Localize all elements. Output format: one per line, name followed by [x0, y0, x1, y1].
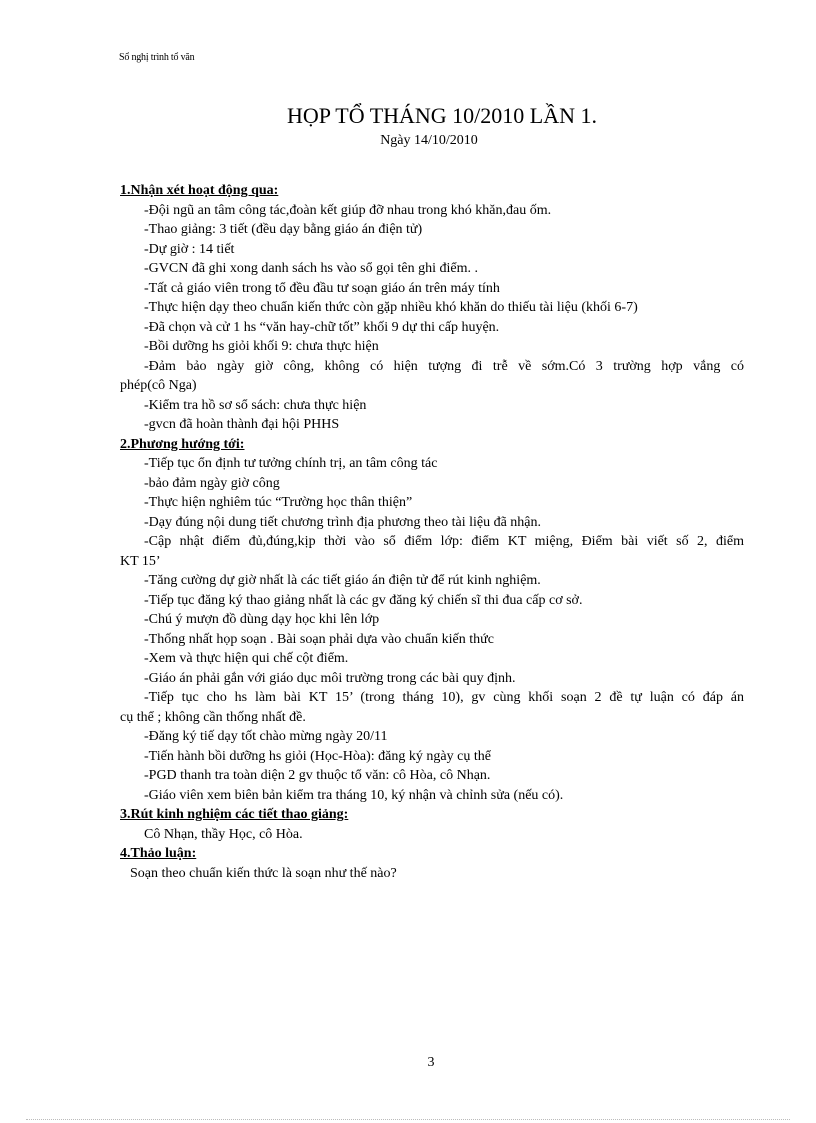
- list-item: -Giáo viên xem biên bản kiểm tra tháng 10, ký nhận và chỉnh sửa (nếu có).: [144, 787, 564, 803]
- list-item: -bảo đảm ngày giờ công: [144, 475, 280, 491]
- section-heading: 3.Rút kinh nghiệm các tiết thao giảng:: [120, 807, 349, 822]
- list-item: -Thống nhất họp soạn . Bài soạn phải dựa vào chuẩn kiến thức: [144, 631, 494, 647]
- document-body: [120, 181, 744, 883]
- section-heading: 4.Thảo luận:: [120, 846, 197, 861]
- list-item-continuation: KT 15’: [120, 553, 161, 569]
- list-item: Soạn theo chuẩn kiến thức là soạn như thế nào?: [130, 865, 397, 881]
- list-item: -Tiến hành bồi dưỡng hs giỏi (Học-Hòa): đăng ký ngày cụ thể: [144, 748, 491, 764]
- list-item: -Tất cả giáo viên trong tổ đều đầu tư soạn giáo án trên máy tính: [144, 280, 500, 296]
- section-review: [120, 181, 744, 435]
- list-item: -Tiếp tục cho hs làm bài KT 15’ (trong tháng 10), gv cùng khối soạn 2 đề tự luận có đáp án: [144, 690, 744, 705]
- list-item: -Giáo án phải gắn với giáo dục môi trường trong các bài quy định.: [144, 670, 516, 686]
- list-item: -Đội ngũ an tâm công tác,đoàn kết giúp đỡ nhau trong khó khăn,đau ốm.: [144, 202, 552, 218]
- list-item: -PGD thanh tra toàn diện 2 gv thuộc tổ văn: cô Hòa, cô Nhạn.: [144, 768, 491, 783]
- section-direction: [120, 435, 744, 806]
- list-item: -Kiểm tra hồ sơ sổ sách: chưa thực hiện: [144, 397, 367, 413]
- list-item-continuation: phép(cô Nga): [120, 378, 197, 393]
- list-item: -Tiếp tục ổn định tư tưởng chính trị, an tâm công tác: [144, 456, 438, 471]
- list-item: -Đảm bảo ngày giờ công, không có hiện tượng đi trễ về sớm.Có 3 trường hợp vắng có: [144, 358, 744, 374]
- section-lessons: [120, 805, 744, 844]
- page-bottom-border: [26, 1119, 790, 1120]
- page-number: 3: [427, 1055, 435, 1070]
- list-item: -Đăng ký tiế dạy tốt chào mừng ngày 20/11: [144, 729, 388, 744]
- list-item: -Thao giảng: 3 tiết (đều dạy bằng giáo án điện tử): [144, 222, 423, 237]
- section-heading: 1.Nhận xét hoạt động qua:: [120, 183, 279, 198]
- list-item: Cô Nhạn, thầy Học, cô Hòa.: [144, 826, 303, 842]
- list-item: -Thực hiện dạy theo chuẩn kiến thức còn gặp nhiều khó khăn do thiếu tài liệu (khối 6-7): [144, 300, 638, 315]
- list-item: -Cập nhật điểm đủ,đúng,kịp thời vào sổ điểm lớp: điểm KT miệng, Điểm bài viết số 2, điểm: [144, 534, 744, 549]
- list-item: -gvcn đã hoàn thành đại hội PHHS: [144, 417, 340, 432]
- header-note: Sổ nghị trình tổ văn: [119, 52, 195, 63]
- list-item: -Chú ý mượn đồ dùng dạy học khi lên lớp: [144, 612, 380, 627]
- list-item: -Xem và thực hiện qui chế cột điểm.: [144, 651, 349, 666]
- list-item: -Thực hiện nghiêm túc “Trường học thân thiện”: [144, 495, 413, 510]
- list-item: -Dạy đúng nội dung tiết chương trình địa phương theo tài liệu đã nhận.: [144, 514, 542, 530]
- section-heading: 2.Phương hướng tới:: [120, 436, 245, 452]
- section-discussion: [120, 844, 744, 883]
- list-item: -Đã chọn và cử 1 hs “văn hay-chữ tốt” khối 9 dự thi cấp huyện.: [144, 319, 500, 335]
- list-item: -Tiếp tục đăng ký thao giảng nhất là các gv đăng ký chiến sĩ thi đua cấp cơ sở.: [144, 592, 583, 608]
- document-title: HỌP TỔ THÁNG 10/2010 LẦN 1.: [286, 103, 598, 128]
- meeting-date: Ngày 14/10/2010: [380, 133, 478, 148]
- list-item: -GVCN đã ghi xong danh sách hs vào sổ gọi tên ghi điểm. .: [144, 261, 479, 276]
- list-item: -Tăng cường dự giờ nhất là các tiết giáo án điện tử để rút kinh nghiệm.: [144, 573, 541, 588]
- list-item-continuation: cụ thể ; không cần thống nhất đề.: [120, 709, 306, 725]
- list-item: -Dự giờ : 14 tiết: [144, 241, 235, 257]
- list-item: -Bồi dưỡng hs giỏi khối 9: chưa thực hiện: [144, 339, 379, 354]
